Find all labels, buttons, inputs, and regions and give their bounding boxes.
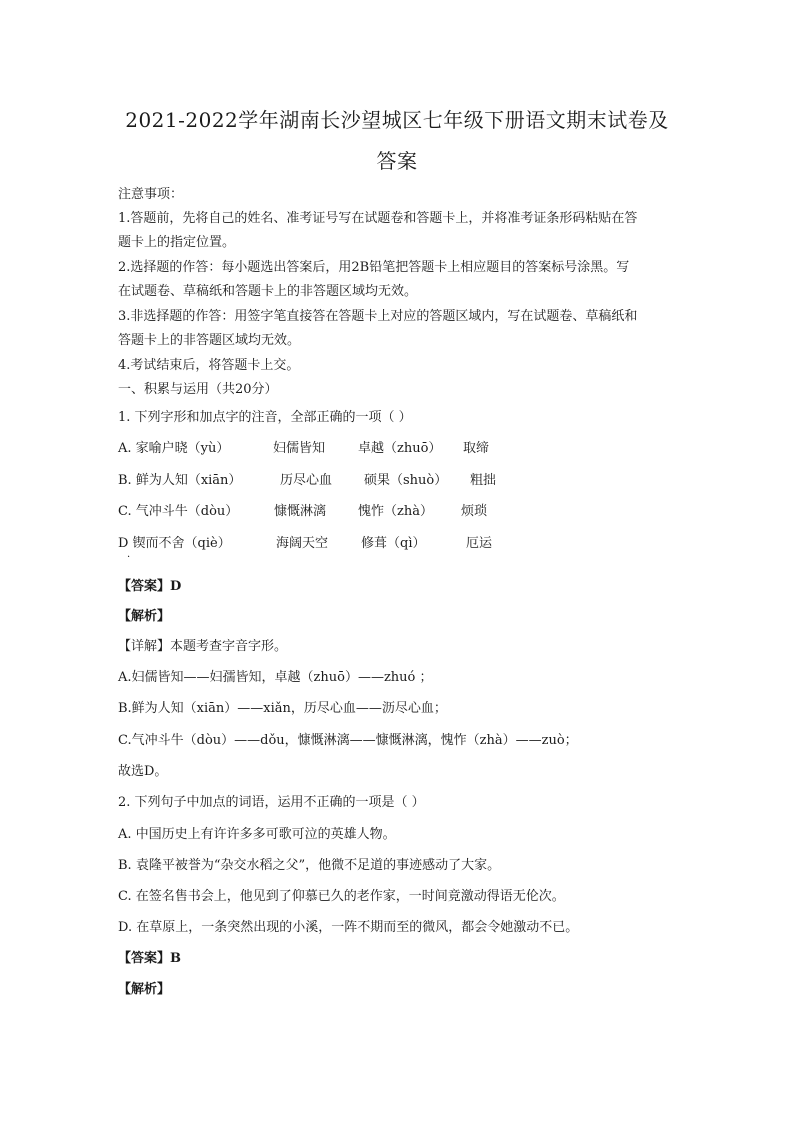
answer-1 (118, 578, 181, 596)
notice-item-3-line-1: 3.非选择题的作答：用签字笔直接答在答题卡上对应的答题区域内，写在试题卷、草稿纸和 (118, 309, 638, 324)
conclusion-1: 故选D。 (118, 764, 168, 779)
option-b-part-2: 历尽心血 (280, 473, 333, 488)
option-c-part-2: 慷慨淋漓 (274, 504, 327, 519)
question-2-stem: 2. 下列句子中加点的词语，运用不正确的一项是（ ） (118, 795, 425, 810)
option-c-part-3: 愧怍（zhà） (358, 504, 433, 519)
document-title-line-2: 答案 (376, 149, 418, 173)
option-d-part-2: 海阔天空 (276, 536, 329, 551)
notice-item-1-line-1: 1.答题前，先将自己的姓名、准考证号写在试题卷和答题卡上，并将准考证条形码粘贴在答 (118, 211, 638, 226)
option-d-part-3: 修葺（qì） (361, 536, 426, 551)
detail-intro-1: 【详解】本题考查字音字形。 (118, 639, 288, 654)
question-2-option-a: A. 中国历史上有许许多多可歌可泣的英雄人物。 (118, 827, 396, 842)
notice-item-2-line-1: 2.选择题的作答：每小题选出答案后，用2B铅笔把答题卡上相应题目的答案标号涂黑。写 (118, 260, 630, 275)
option-a-part-1: A. 家喻户晓（yù） (118, 441, 230, 456)
answer-2: 【答案】B (118, 951, 181, 966)
question-1-option-d (118, 535, 518, 553)
notice-item-3-line-2: 答题卡上的非答题区域均无效。 (118, 333, 301, 348)
option-c-part-1: C. 气冲斗牛（dòu） (118, 504, 239, 519)
analysis-label-2: 【解析】 (118, 982, 171, 997)
answer-1-text: 【答案】D (118, 579, 182, 594)
document-title-line-1: 2021-2022学年湖南长沙望城区七年级下册语文期末试卷及 (125, 108, 669, 132)
detail-option-c: C.气冲斗牛（dòu）——dǒu，慷慨淋漓——慷慨淋漓，愧怍（zhà）——zuò； (118, 733, 578, 748)
section-heading-1: 一、积累与运用（共20分） (118, 382, 278, 397)
option-a-part-3: 卓越（zhuō） (358, 441, 442, 456)
option-a-part-2: 妇儒皆知 (273, 441, 326, 456)
detail-option-b: B.鲜为人知（xiān）——xiǎn，历尽心血——沥尽心血； (118, 701, 447, 716)
option-d-part-4: 厄运 (466, 536, 493, 551)
notice-item-4: 4.考试结束后，将答题卡上交。 (118, 358, 300, 373)
question-1-stem: 1. 下列字形和加点字的注音，全部正确的一项（ ） (118, 410, 412, 425)
option-b-part-3: 硕果（shuò） (364, 473, 448, 488)
emphasis-dot: · (127, 552, 131, 563)
question-2-option-c: C. 在签名售书会上，他见到了仰慕已久的老作家，一时间竟激动得语无伦次。 (118, 889, 565, 904)
option-a-part-4: 取缔 (463, 441, 490, 456)
notice-heading: 注意事项： (118, 187, 184, 202)
notice-item-1-line-2: 题卡上的指定位置。 (118, 235, 236, 250)
detail-option-a: A.妇儒皆知——妇孺皆知，卓越（zhuō）——zhuó ； (118, 670, 433, 685)
question-2-option-d: D. 在草原上，一条突然出现的小溪，一阵不期而至的微风，都会令她激动不已。 (118, 920, 579, 935)
question-2-option-b: B. 袁隆平被誉为“杂交水稻之父”，他微不足道的事迹感动了大家。 (118, 858, 501, 873)
question-1-option-a (118, 440, 518, 458)
question-1-option-c (118, 503, 518, 521)
option-c-part-4: 烦琐 (461, 504, 488, 519)
analysis-label-1: 【解析】 (118, 609, 171, 624)
question-1-option-b (118, 472, 518, 490)
notice-item-2-line-2: 在试题卷、草稿纸和答题卡上的非答题区域均无效。 (118, 284, 418, 299)
option-b-part-4: 粗拙 (470, 473, 497, 488)
option-d-part-1: D 锲而不舍（qiè） (118, 536, 231, 551)
option-b-part-1: B. 鲜为人知（xiān） (118, 473, 242, 488)
